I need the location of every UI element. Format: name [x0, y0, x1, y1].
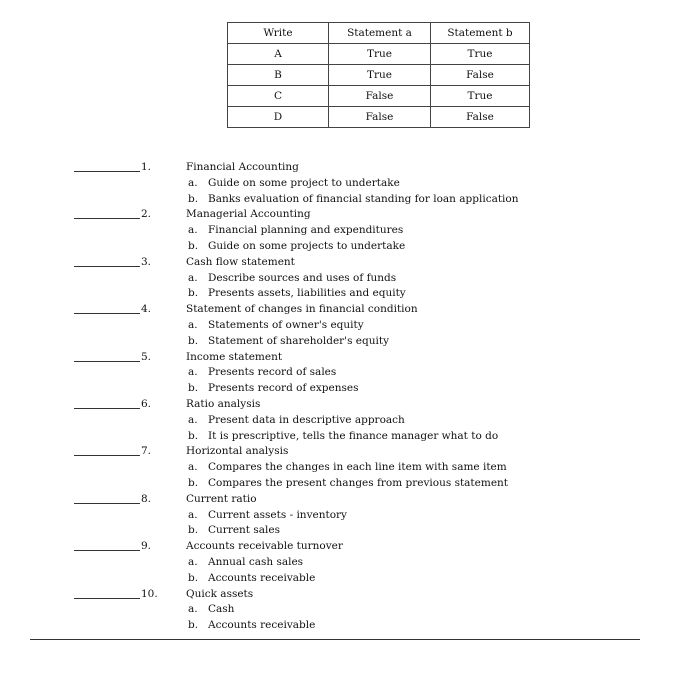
question-title-line [0, 397, 685, 413]
option-letter: a. [188, 224, 198, 237]
cell-statement-b: True [431, 86, 530, 107]
option-b-line [0, 429, 685, 445]
option-a-text: Current assets - inventory [208, 508, 347, 521]
question-item [0, 492, 685, 539]
option-b-text: Accounts receivable [208, 619, 316, 632]
option-b-text: Presents record of expenses [208, 382, 359, 395]
option-b-line [0, 334, 685, 350]
question-title: Financial Accounting [186, 161, 299, 173]
question-item [0, 302, 685, 349]
option-b-text: Presents assets, liabilities and equity [208, 287, 406, 300]
question-title-line [0, 539, 685, 555]
question-title: Cash flow statement [186, 255, 295, 268]
question-number: 7. [141, 445, 152, 458]
option-b-line [0, 192, 685, 208]
question-title: Statement of changes in financial condition [186, 303, 418, 316]
option-b-line [0, 571, 685, 587]
option-letter: b. [188, 287, 199, 300]
question-item [0, 444, 685, 491]
option-a-line [0, 271, 685, 287]
option-letter: b. [188, 524, 199, 537]
table-row [228, 44, 530, 65]
option-b-text: It is prescriptive, tells the finance manager what to do [208, 429, 499, 442]
answer-blank[interactable] [74, 598, 140, 599]
question-item [0, 350, 685, 397]
header-statement-b: Statement b [431, 23, 530, 44]
table-row [228, 107, 530, 128]
question-title-line [0, 492, 685, 508]
cell-statement-a: True [329, 65, 431, 86]
cell-statement-b: False [431, 65, 530, 86]
option-a-text: Describe sources and uses of funds [208, 271, 397, 284]
question-title-line [0, 350, 685, 366]
option-letter: b. [188, 239, 199, 252]
question-list [0, 160, 685, 634]
option-a-line [0, 508, 685, 524]
cell-statement-b: True [431, 44, 530, 65]
option-letter: a. [188, 555, 198, 568]
option-a-text: Annual cash sales [208, 555, 304, 568]
option-a-text: Presents record of sales [208, 366, 337, 379]
cell-statement-a: True [329, 44, 431, 65]
question-number: 9. [141, 540, 152, 553]
option-b-text: Statement of shareholder's equity [208, 334, 390, 347]
option-letter: b. [188, 619, 199, 632]
question-number: 1. [141, 161, 152, 173]
option-letter: a. [188, 461, 198, 474]
option-b-text: Current sales [208, 524, 280, 537]
question-number: 2. [141, 208, 152, 221]
question-title: Quick assets [186, 587, 254, 600]
question-title: Income statement [186, 350, 283, 363]
option-a-text: Cash [208, 603, 235, 616]
question-item [0, 207, 685, 254]
question-item [0, 160, 685, 207]
answer-blank[interactable] [74, 503, 140, 504]
question-number: 6. [141, 397, 152, 410]
answer-blank[interactable] [74, 455, 140, 456]
question-item [0, 539, 685, 586]
question-title: Current ratio [186, 492, 257, 505]
option-b-text: Accounts receivable [208, 571, 316, 584]
question-number: 10. [141, 587, 158, 600]
option-b-line [0, 476, 685, 492]
option-a-text: Compares the changes in each line item with same item [208, 461, 507, 474]
option-b-text: Compares the present changes from previous statement [208, 476, 509, 489]
option-a-line [0, 413, 685, 429]
option-letter: b. [188, 334, 199, 347]
option-letter: a. [188, 603, 198, 616]
option-letter: a. [188, 271, 198, 284]
option-letter: b. [188, 382, 199, 395]
option-a-text: Present data in descriptive approach [208, 413, 405, 426]
header-statement-a: Statement a [329, 23, 431, 44]
cell-write: A [228, 44, 329, 65]
bottom-divider [30, 639, 640, 640]
option-b-line [0, 239, 685, 255]
option-b-line [0, 618, 685, 634]
option-b-text: Banks evaluation of financial standing for loan application [208, 192, 519, 205]
cell-statement-b: False [431, 107, 530, 128]
answer-blank[interactable] [74, 408, 140, 409]
cell-statement-a: False [329, 86, 431, 107]
question-title-line [0, 587, 685, 603]
option-b-line [0, 523, 685, 539]
cell-write: B [228, 65, 329, 86]
question-number: 4. [141, 303, 152, 316]
answer-blank[interactable] [74, 266, 140, 267]
option-a-line [0, 555, 685, 571]
question-title-line [0, 302, 685, 318]
option-letter: b. [188, 192, 199, 205]
option-letter: a. [188, 176, 198, 189]
answer-blank[interactable] [74, 550, 140, 551]
option-a-line [0, 602, 685, 618]
option-a-line [0, 318, 685, 334]
answer-blank[interactable] [74, 361, 140, 362]
option-letter: b. [188, 571, 199, 584]
table-header-row [228, 23, 530, 44]
question-number: 5. [141, 350, 152, 363]
question-number: 8. [141, 492, 152, 505]
question-title-line [0, 444, 685, 460]
option-letter: a. [188, 508, 198, 521]
question-item [0, 587, 685, 634]
question-title-line [0, 160, 685, 176]
question-title: Horizontal analysis [186, 445, 289, 458]
option-b-text: Guide on some projects to undertake [208, 239, 406, 252]
question-item [0, 255, 685, 302]
option-a-text: Guide on some project to undertake [208, 176, 400, 189]
question-title: Managerial Accounting [186, 208, 311, 221]
option-a-line [0, 223, 685, 239]
option-a-line [0, 365, 685, 381]
option-letter: a. [188, 318, 198, 331]
option-letter: a. [188, 413, 198, 426]
answer-blank[interactable] [74, 313, 140, 314]
answer-blank[interactable] [74, 218, 140, 219]
option-b-line [0, 286, 685, 302]
option-a-text: Statements of owner's equity [208, 318, 364, 331]
cell-statement-a: False [329, 107, 431, 128]
option-letter: b. [188, 429, 199, 442]
option-a-line [0, 176, 685, 192]
table-row [228, 65, 530, 86]
question-number: 3. [141, 255, 152, 268]
cell-write: D [228, 107, 329, 128]
answer-key-table [227, 22, 530, 128]
option-a-text: Financial planning and expenditures [208, 224, 404, 237]
question-title: Ratio analysis [186, 397, 261, 410]
table-row [228, 86, 530, 107]
question-title: Accounts receivable turnover [186, 540, 343, 553]
option-letter: a. [188, 366, 198, 379]
option-letter: b. [188, 476, 199, 489]
option-b-line [0, 381, 685, 397]
question-title-line [0, 207, 685, 223]
question-title-line [0, 255, 685, 271]
header-write: Write [228, 23, 329, 44]
question-item [0, 397, 685, 444]
answer-blank[interactable] [74, 171, 140, 172]
option-a-line [0, 460, 685, 476]
cell-write: C [228, 86, 329, 107]
